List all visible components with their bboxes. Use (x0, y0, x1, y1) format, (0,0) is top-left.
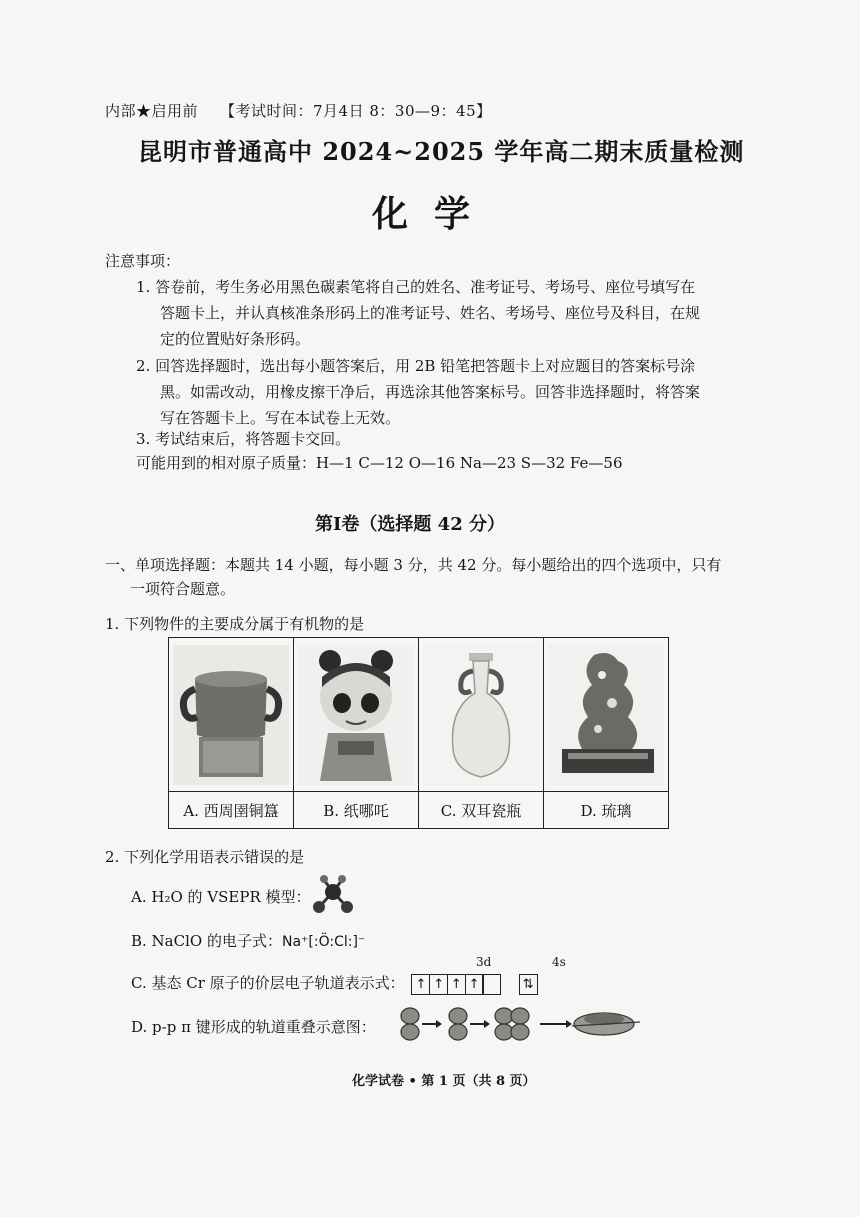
orbital-4s-label: 4s (552, 955, 566, 969)
option-b-image-cell (294, 638, 419, 792)
option-d-image-cell (544, 638, 669, 792)
orbital-4s-box: ⇅ (519, 974, 538, 995)
section-intro-line2: 一项符合题意。 (130, 580, 236, 598)
orbital-box: ↑ (465, 974, 484, 995)
header-line (105, 100, 492, 121)
q2-option-b-text: B. NaClO 的电子式： (131, 932, 282, 950)
orbital-3d-boxes (411, 974, 504, 992)
q2-option-c-text: C. 基态 Cr 原子的价层电子轨道表示式： (131, 974, 405, 992)
q2-option-d (131, 1016, 376, 1037)
notice-item-1-line3: 定的位置贴好条形码。 (160, 330, 311, 348)
notice-item-1: 1. 答卷前，考生务必用黑色碳素笔将自己的姓名、准考证号、考场号、座位号填写在 (136, 278, 696, 296)
question-1-options-table (168, 637, 669, 829)
section-intro: 一、单项选择题：本题共 14 小题，每小题 3 分，共 42 分。每小题给出的四个选项中，只有 (105, 556, 722, 574)
exam-time: 【考试时间：7月4日 8：30—9：45】 (220, 102, 492, 120)
notice-item-2-line2: 黑。如需改动，用橡皮擦干净后，再选涂其他答案标号。回答非选择题时，将答案 (160, 383, 701, 401)
question-1-stem: 1. 下列物件的主要成分属于有机物的是 (105, 615, 365, 633)
glaze-sculpture-icon (548, 645, 664, 785)
q2-option-c (131, 972, 536, 995)
orbital-box: ↑ (411, 974, 430, 995)
paper-nezha-icon (298, 645, 414, 785)
p-p-pi-overlap-diagram (392, 1004, 648, 1048)
orbital-3d-label: 3d (476, 955, 492, 969)
page-footer: 化学试卷 • 第 1 页（共 8 页） (352, 1074, 536, 1089)
porcelain-vase-icon (423, 645, 539, 785)
option-a-label: A. 西周圉铜簋 (169, 792, 294, 829)
option-a-image-cell (169, 638, 294, 792)
q2-option-a-text: A. H₂O 的 VSEPR 模型： (131, 888, 311, 906)
q2-option-a (131, 886, 311, 907)
q2-option-d-text: D. p-p π 键形成的轨道重叠示意图： (131, 1018, 376, 1036)
vsepr-model-icon (310, 872, 356, 920)
notice-item-2: 2. 回答选择题时，选出每小题答案后，用 2B 铅笔把答题卡上对应题目的答案标号涂 (136, 357, 696, 375)
notice-heading: 注意事项： (105, 252, 181, 270)
atomic-masses: 可能用到的相对原子质量：H—1 C—12 O—16 Na—23 S—32 Fe—56 (136, 454, 623, 472)
question-2-stem: 2. 下列化学用语表示错误的是 (105, 848, 305, 866)
q2-option-b (131, 930, 365, 951)
notice-item-3: 3. 考试结束后，将答题卡交回。 (136, 430, 351, 448)
orbital-box: ↑ (429, 974, 448, 995)
notice-item-2-line3: 写在答题卡上。写在本试卷上无效。 (160, 409, 401, 427)
option-c-label: C. 双耳瓷瓶 (419, 792, 544, 829)
orbital-box (482, 974, 501, 995)
subject-title: 化学 (372, 193, 497, 235)
option-d-label: D. 琉璃 (544, 792, 669, 829)
option-b-label: B. 纸哪吒 (294, 792, 419, 829)
option-c-image-cell (419, 638, 544, 792)
orbital-box: ↑ (447, 974, 466, 995)
exam-title: 昆明市普通高中 2024~2025 学年高二期末质量检测 (138, 137, 745, 166)
confidential-label: 内部★启用前 (105, 102, 199, 120)
bronze-vessel-icon (173, 645, 289, 785)
naclo-electron-formula: Na⁺[:Ö:Cl:]⁻ (281, 934, 366, 950)
notice-item-1-line2: 答题卡上，并认真核准条形码上的准考证号、姓名、考场号、座位号及科目，在规 (160, 304, 701, 322)
section-title: 第Ⅰ卷（选择题 42 分） (315, 514, 506, 535)
